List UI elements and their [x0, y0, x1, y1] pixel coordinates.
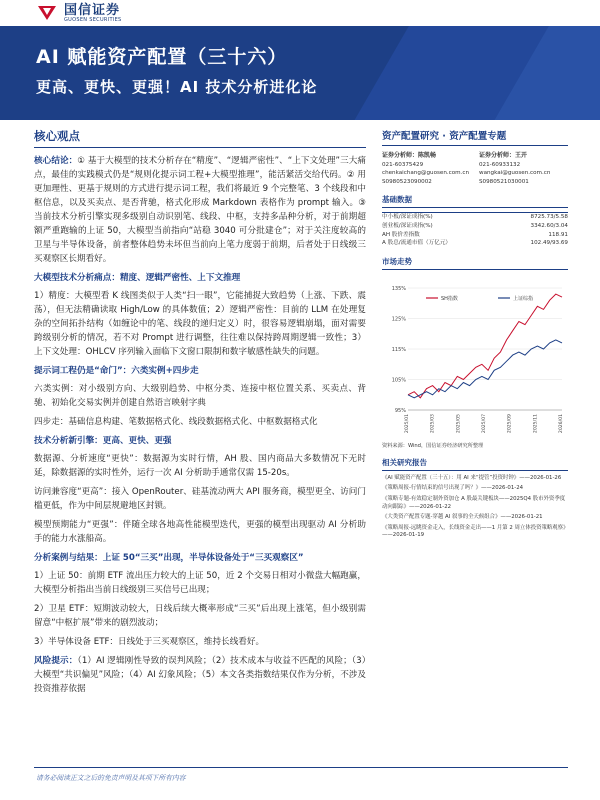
- brand-logo: [36, 0, 122, 26]
- table-cell: 中小板/深证成指(%): [382, 214, 433, 221]
- report-title: AI 赋能资产配置（三十六）: [36, 46, 288, 68]
- x-tick-label: 2025/05: [456, 413, 462, 433]
- sidebar-column: [382, 128, 568, 543]
- analyst-role: 证券分析师：: [382, 152, 419, 159]
- paragraph: 访问兼容度“更高”：接入 OpenRouter、硅基流动两大 API 服务商，模型更全、访问门槛更低，作为中间层规避地区封锁。: [34, 487, 366, 511]
- legend-label: SH指数: [441, 295, 458, 302]
- table-cell: 102.49/93.69: [530, 240, 568, 247]
- paragraph: 1）上证 50：前期 ETF 流出压力较大的上证 50，近 2 个交易日相对小微盘大幅跑赢，大模型分析指出当前日线级别三买信号已出现；: [34, 571, 366, 595]
- report-date: ——2026-01-24: [480, 485, 524, 492]
- report-title-link[interactable]: 《策略周报-行情结束的信号出现了吗？》: [382, 485, 481, 492]
- report-date: ——2026-01-26: [519, 474, 562, 481]
- analyst-email[interactable]: chenkaichang@guosen.com.cn: [382, 170, 470, 177]
- x-tick-label: 2025/07: [482, 413, 487, 433]
- x-tick-label: 2025/09: [507, 413, 513, 433]
- y-tick-label: 115%: [391, 346, 406, 353]
- market-data-table: [382, 212, 568, 247]
- list-item[interactable]: [382, 496, 568, 511]
- x-tick-label: 2025/03: [430, 413, 436, 433]
- report-title-link[interactable]: 《大类资产配置专题-穿越 AI 叙事的全天候组合》: [382, 514, 501, 521]
- paragraph: 1）精度：大模型看 K 线图类似于人类“扫一眼”，它能捕捉大致趋势（上涨、下跌、震荡），但无法精确读取 High/Low 的具体数值；2）逻辑严密性：目前的 LLM 在处理复杂的空间拓扑结构（如缠论中的笔、线段的递归定义）时，很容易逻辑崩塌，面对需要跨级别分析的情况，若不对 Prompt 进行调整，往往难以保持跨周期逻辑一致性；3）上下文处理：OHLCV 序列输入面临下文窗口限制和数字敏感性缺失的问题。: [34, 291, 366, 357]
- top-bar: [0, 0, 600, 26]
- lead-label: 风险提示：: [34, 656, 78, 666]
- paragraph: 3）半导体设备 ETF：日线处于三买观察区，维持长线看好。: [34, 637, 265, 647]
- report-date: ——2026-01-19: [382, 532, 425, 539]
- y-tick-label: 105%: [391, 377, 406, 384]
- section-heading: 核心观点: [34, 128, 366, 148]
- analyst-list: [382, 152, 568, 186]
- series-line: [408, 340, 562, 398]
- table-row: [382, 239, 568, 248]
- analyst-role: 证券分析师：: [479, 152, 516, 159]
- list-item[interactable]: [382, 475, 568, 483]
- chart-heading: 市场走势: [382, 256, 568, 270]
- table-cell: 3342.60/3.04: [530, 222, 568, 229]
- y-tick-label: 125%: [391, 316, 406, 323]
- risk-warning: [34, 654, 366, 696]
- subheading: 技术分析新引擎：更高、更快、更强: [34, 436, 172, 446]
- legend-label: 上证综指: [513, 295, 534, 302]
- footer-disclaimer: 请务必阅读正文之后的免责声明及其项下所有内容: [36, 774, 186, 782]
- main-column: [34, 128, 366, 701]
- analyst-phone: 021-60375429: [382, 161, 424, 168]
- report-date: ——2026-01-22: [408, 503, 452, 510]
- paragraph-text: （1）AI 逻辑刚性导致的误判风险；（2）技术成本与收益不匹配的风险；（3）大模型“共识偏见”风险；（4）AI 幻象风险；（5）本文各类指数结果仅作为分析，不涉及投资推荐依据: [34, 656, 366, 694]
- paragraph: 模型预期能力“更强”：伴随全球各地高性能模型迭代，更强的模型出现驱动 AI 分析助手的能力水涨船高。: [34, 520, 366, 544]
- paragraph-text: ① 基于大模型的技术分析存在“精度”、“逻辑严密性”、“上下文处理”三大痛点，最佳的实践模式仍是“规则化提示词工程+大模型推理”，能活紧活交给代码。② 用更加理性、更基于规则的方式进行提示词工程，我们将最近 9 个完整笔、3 个线段和中枢信息，以及买卖点、是否背驰，格式化形成 Markdown 表格作为 prompt 输入。③ 当前技术分析引擎实现多级别自动识别笔、线段、中枢，支持多品种分析，对于前期超额严重跑输的上证 50，大模型当前指向“站稳 3040 可分批建仓”；对于关注度较高的卫星与半导体设备，前者整体趋势未坏但当前向上笔力度弱于前期，后者处于日线级三买观察区长期看好。: [34, 156, 366, 264]
- table-cell: A 股总/流通市值（万亿元）: [382, 240, 452, 247]
- paragraph: 数据源、分析速度“更快”：数据源为实时行情，AH 股、国内商品大多数情况下无时延，除数据源的实时性外，运行一次 AI 分析助手通常仅需 15-20s。: [34, 454, 366, 478]
- analyst-email[interactable]: wangkai@guosen.com.cn: [479, 170, 551, 177]
- brand-mark-icon: [36, 4, 58, 22]
- ticker-heading: 基础数据: [382, 194, 568, 208]
- table-row: [382, 231, 568, 240]
- title-banner: [0, 26, 600, 120]
- brand-name-en: GUOSEN SECURITIES: [64, 16, 122, 23]
- table-cell: 创业板/深证成指(%): [382, 222, 433, 229]
- x-tick-label: 2025/11: [533, 413, 539, 433]
- x-tick-label: 2025/01: [405, 413, 410, 433]
- report-title-link[interactable]: 《策略专题-有效稳定制外资加仓 A 股最关键板块——2025Q4 股市外资季度动向跟踪》: [382, 495, 566, 510]
- table-row: [382, 222, 568, 231]
- market-trend-chart: [382, 274, 568, 440]
- analyst-card: [382, 152, 471, 186]
- sidebar-heading: 资产配置研究 · 资产配置专题: [382, 128, 568, 146]
- analyst-phone: 021-60933132: [479, 161, 521, 168]
- list-item[interactable]: [382, 514, 568, 522]
- table-cell: AH 股价差指数: [382, 231, 420, 238]
- subheading: 大模型技术分析痛点：精度、逻辑严密性、上下文推理: [34, 273, 241, 283]
- analyst-name: 陈凯畅: [418, 152, 437, 159]
- table-cell: 118.91: [548, 231, 568, 238]
- core-conclusion: [34, 154, 366, 266]
- lead-label: 核心结论：: [34, 156, 78, 166]
- brand-name: 国信证券: [64, 2, 121, 18]
- list-item[interactable]: [382, 525, 568, 540]
- subheading: 分析案例与结果：上证 50“三买”出现，半导体设备处于“三买观察区”: [34, 553, 304, 563]
- analyst-card: [479, 152, 568, 186]
- footer-divider: [34, 767, 568, 768]
- x-tick-label: 2026/01: [559, 413, 564, 433]
- report-date: ——2026-01-21: [500, 514, 543, 521]
- subheading: 提示词工程仍是“命门”：六类实例+四步走: [34, 366, 199, 376]
- report-title-link[interactable]: 《AI 赋能资产配置（三十五）：用 AI 来“提管”投资时钟》: [382, 474, 520, 481]
- related-reports-heading: 相关研究报告: [382, 457, 568, 471]
- analyst-code: S0980523090002: [382, 178, 432, 185]
- table-row: [382, 213, 568, 222]
- report-title-link[interactable]: 《策略周报-远眺资金走入，长线资金走出——1 月第 2 周立体投资策略观察》: [382, 524, 569, 531]
- chart-svg: [382, 274, 568, 440]
- list-item[interactable]: [382, 485, 568, 493]
- table-cell: 8725.73/5.58: [530, 214, 568, 221]
- y-tick-label: 95%: [394, 407, 406, 414]
- chart-source: 资料来源：Wind，国信证券经济研究所整理: [382, 442, 484, 449]
- series-line: [408, 294, 562, 398]
- paragraph: 2）卫星 ETF：短期波动较大，日线后续大概率形成“三买”后出现上涨笔，但小级别需留意“中枢扩展”带来的剧烈波动；: [34, 604, 366, 628]
- report-subtitle: 更高、更快、更强！AI 技术分析进化论: [36, 78, 318, 96]
- paragraph: 六类实例：对小级别方向、大级别趋势、中枢分类、连接中枢位置关系、买卖点、背驰、初始化交易实例并创建自然语言映射字典: [34, 384, 366, 408]
- y-tick-label: 135%: [391, 285, 406, 292]
- related-reports: [382, 475, 568, 540]
- analyst-name: 王开: [515, 152, 528, 159]
- analyst-code: S0980521030001: [479, 178, 529, 185]
- paragraph: 四步走：基础信息构建、笔数据格式化、线段数据格式化、中枢数据格式化: [34, 417, 318, 427]
